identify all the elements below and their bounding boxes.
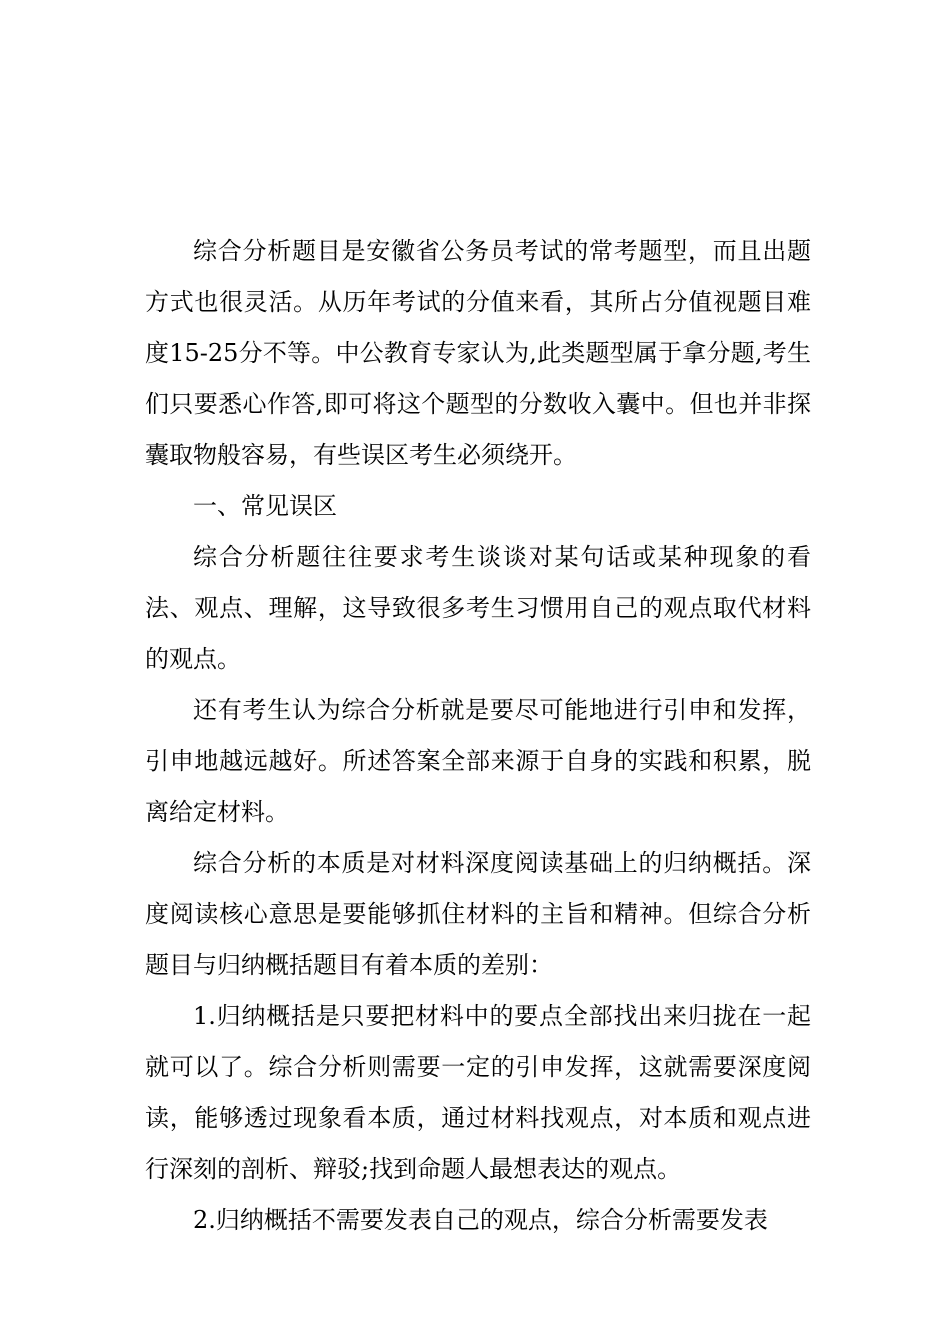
section-heading: 一、常见误区 [193, 492, 337, 520]
document-body [145, 226, 811, 1246]
numbered-point-2: 2.归纳概括不需要发表自己的观点，综合分析需要发表 [193, 1206, 768, 1234]
intro-paragraph: 综合分析题目是安徽省公务员考试的常考题型，而且出题方式也很灵活。从历年考试的分值来看，其所占分值视题目难度15-25分不等。中公教育专家认为,此类题型属于拿分题,考生们只要悉心作答,即可将这个题型的分数收入囊中。但也并非探囊取物般容易，有些误区考生必须绕开。 [145, 237, 811, 469]
body-paragraph: 综合分析题往往要求考生谈谈对某句话或某种现象的看法、观点、理解，这导致很多考生习惯用自己的观点取代材料的观点。 [145, 543, 811, 673]
numbered-point-1: 1.归纳概括是只要把材料中的要点全部找出来归拢在一起就可以了。综合分析则需要一定的引申发挥，这就需要深度阅读，能够透过现象看本质，通过材料找观点，对本质和观点进行深刻的剖析、辩驳;找到命题人最想表达的观点。 [145, 1002, 811, 1183]
body-paragraph: 还有考生认为综合分析就是要尽可能地进行引申和发挥，引申地越远越好。所述答案全部来源于自身的实践和积累，脱离给定材料。 [145, 696, 811, 826]
body-paragraph: 综合分析的本质是对材料深度阅读基础上的归纳概括。深度阅读核心意思是要能够抓住材料的主旨和精神。但综合分析题目与归纳概括题目有着本质的差别： [145, 849, 811, 979]
